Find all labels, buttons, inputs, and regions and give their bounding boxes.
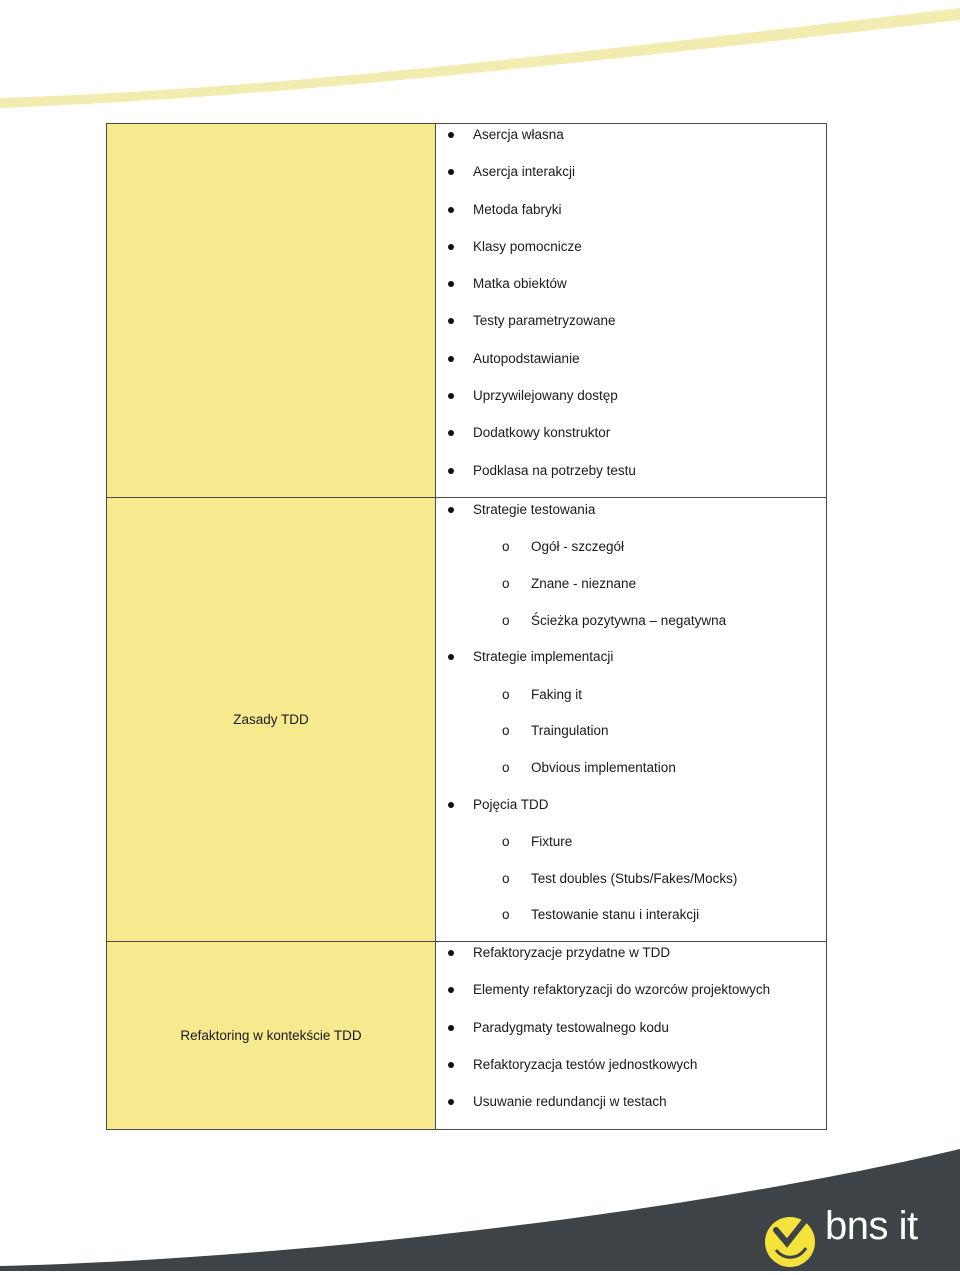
logo-text: bns it	[825, 1204, 918, 1248]
bullet-item	[436, 422, 826, 459]
item-text: Strategie implementacji	[473, 649, 614, 665]
bullet-item	[436, 942, 826, 979]
syllabus-table	[106, 123, 827, 1130]
topic-cell	[107, 942, 436, 1129]
bullet-item	[436, 1054, 826, 1091]
bullet-item	[436, 1017, 826, 1054]
sub-bullet-item	[436, 757, 826, 794]
sub-bullet-item	[436, 831, 826, 868]
item-text: Paradygmaty testowalnego kodu	[473, 1019, 669, 1035]
item-text: Fixture	[531, 834, 573, 850]
sub-bullet-item	[436, 684, 826, 721]
subtopic-list	[436, 942, 826, 1128]
topic-cell	[107, 498, 436, 942]
bullet-item	[436, 273, 826, 310]
item-text: Traingulation	[531, 723, 609, 739]
item-text: Refaktoryzacje przydatne w TDD	[473, 945, 671, 961]
item-text: Uprzywilejowany dostęp	[473, 388, 618, 404]
sub-bullet-marker: o	[502, 907, 510, 923]
item-text: Matka obiektów	[473, 276, 567, 292]
bullet-item	[436, 460, 826, 497]
item-text: Faking it	[531, 686, 583, 702]
bullet-item	[436, 310, 826, 347]
subtopics-cell	[436, 498, 827, 942]
sub-bullet-marker: o	[502, 686, 510, 702]
sub-bullet-item	[436, 573, 826, 610]
item-text: Dodatkowy konstruktor	[473, 425, 611, 441]
item-text: Obvious implementation	[531, 760, 676, 776]
sub-bullet-item	[436, 536, 826, 573]
sub-bullet-marker: o	[502, 834, 510, 850]
bullet-item	[436, 124, 826, 161]
item-text: Usuwanie redundancji w testach	[473, 1094, 667, 1110]
item-text: Podklasa na potrzeby testu	[473, 462, 636, 478]
sub-bullet-marker: o	[502, 760, 510, 776]
sub-bullet-item	[436, 868, 826, 905]
table-row	[107, 942, 827, 1129]
item-text: Strategie testowania	[473, 502, 596, 517]
item-text: Ogół - szczegół	[531, 539, 625, 555]
company-logo	[762, 1204, 952, 1270]
item-text: Ścieżka pozytywna – negatywna	[531, 612, 727, 628]
bullet-item	[436, 161, 826, 198]
bullet-item	[436, 199, 826, 236]
sub-bullet-marker: o	[502, 612, 510, 628]
item-text: Testowanie stanu i interakcji	[531, 907, 700, 923]
sub-bullet-item	[436, 610, 826, 647]
bullet-item	[436, 236, 826, 273]
sub-bullet-marker: o	[502, 870, 510, 886]
topic-label: Zasady TDD	[233, 712, 309, 728]
table-row	[107, 124, 827, 498]
sub-bullet-item	[436, 904, 826, 941]
item-text: Klasy pomocnicze	[473, 238, 582, 254]
subtopic-list	[436, 498, 826, 941]
item-text: Autopodstawianie	[473, 350, 580, 366]
subtopics-cell	[436, 942, 827, 1129]
topic-cell	[107, 124, 436, 498]
item-text: Refaktoryzacja testów jednostkowych	[473, 1056, 698, 1072]
sub-bullet-item	[436, 720, 826, 757]
item-text: Znane - nieznane	[531, 575, 637, 591]
bullet-item	[436, 794, 826, 831]
item-text: Asercja własna	[473, 127, 564, 142]
item-text: Asercja interakcji	[473, 164, 576, 180]
sub-bullet-marker: o	[502, 723, 510, 739]
bullet-item	[436, 499, 826, 536]
item-text: Test doubles (Stubs/Fakes/Mocks)	[531, 870, 738, 886]
bullet-item	[436, 979, 826, 1016]
bullet-item	[436, 385, 826, 422]
sub-bullet-marker: o	[502, 539, 510, 555]
bullet-item	[436, 348, 826, 385]
top-swoosh-decoration	[0, 0, 960, 110]
item-text: Elementy refaktoryzacji do wzorców projektowych	[473, 982, 771, 998]
subtopic-list	[436, 124, 826, 497]
bullet-item	[436, 1091, 826, 1128]
table-row	[107, 498, 827, 942]
subtopics-cell	[436, 124, 827, 498]
smiley-check-icon	[762, 1210, 822, 1270]
item-text: Metoda fabryki	[473, 201, 562, 217]
topic-label: Refaktoring w kontekście TDD	[180, 1027, 362, 1043]
item-text: Testy parametryzowane	[473, 313, 616, 329]
bullet-item	[436, 646, 826, 683]
item-text: Pojęcia TDD	[473, 796, 549, 812]
sub-bullet-marker: o	[502, 575, 510, 591]
